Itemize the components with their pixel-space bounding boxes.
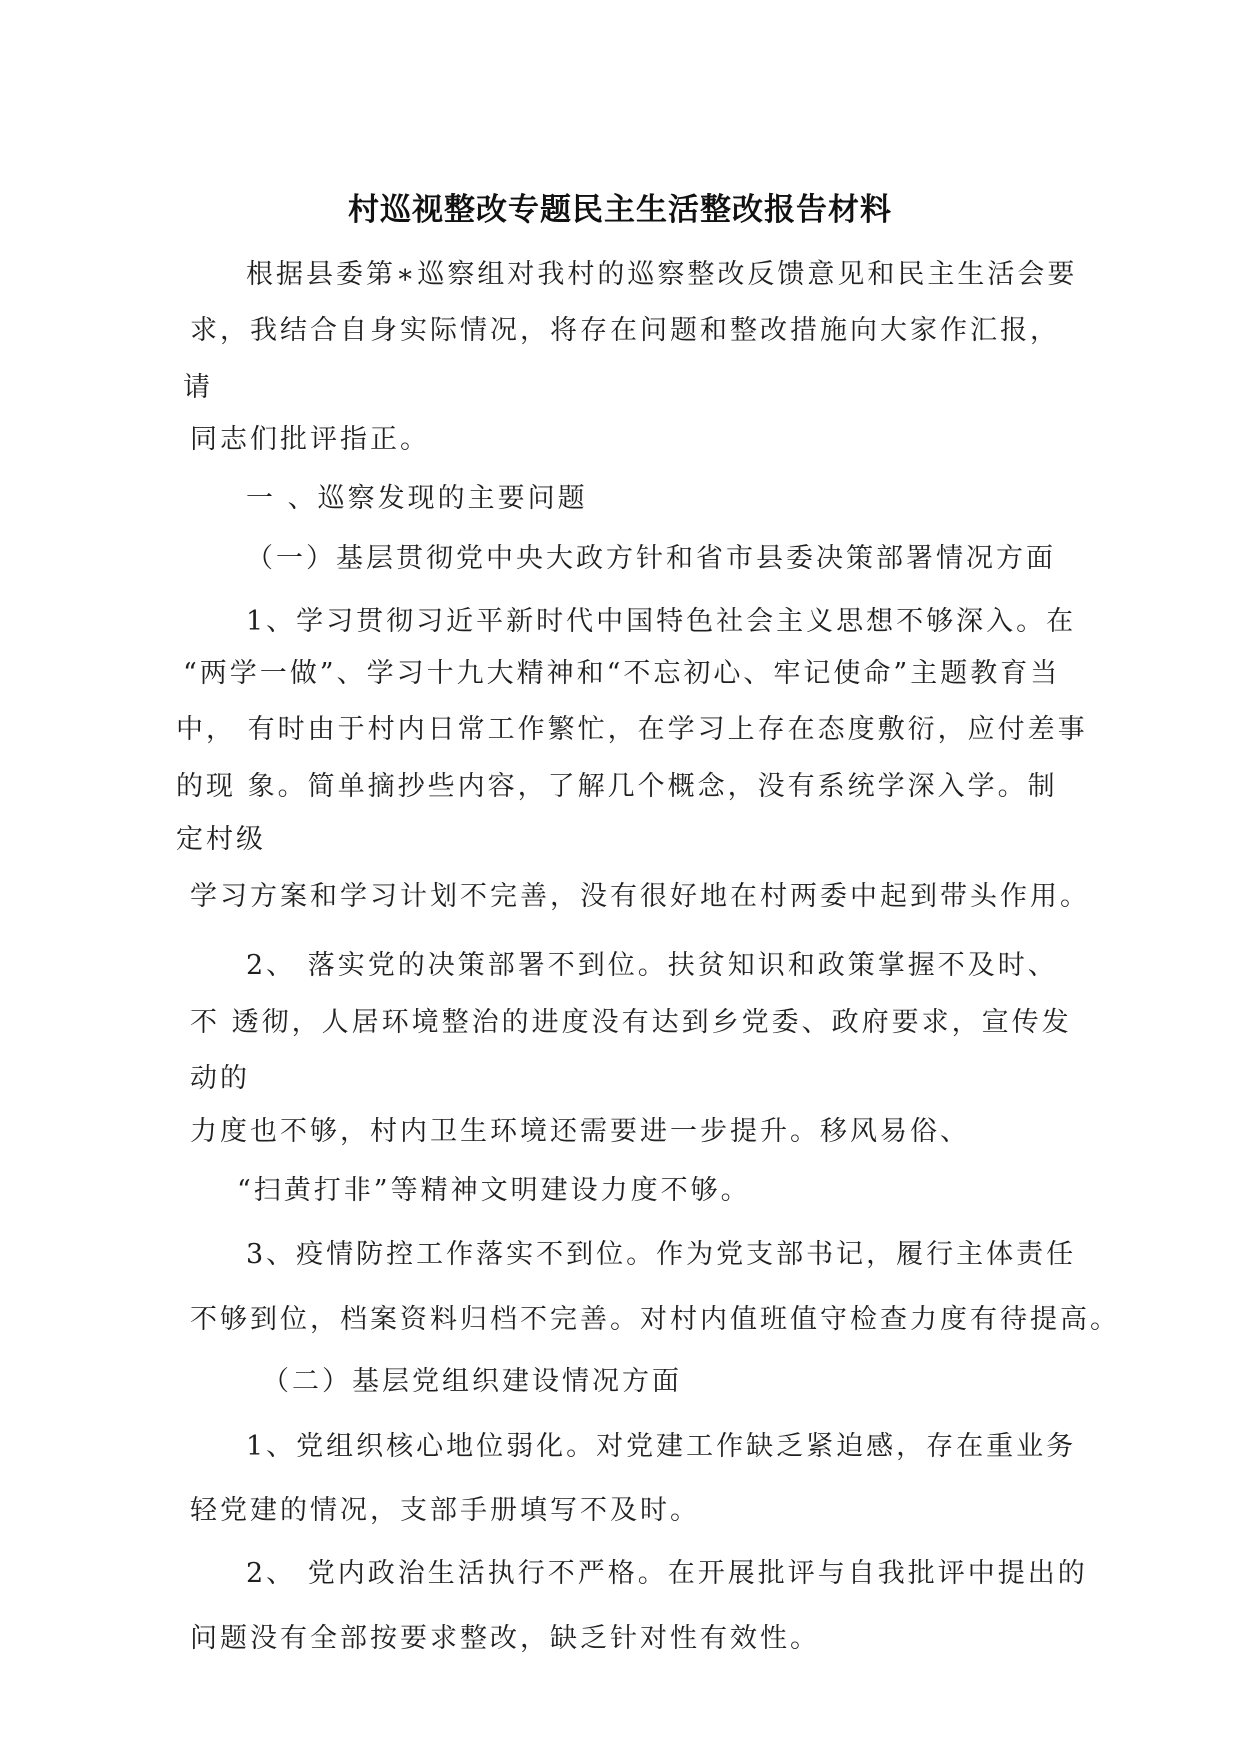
paragraph-line: 轻党建的情况，支部手册填写不及时。 [190,1495,700,1526]
paragraph-line: 不 透彻，人居环境整治的进度没有达到乡党委、政府要求，宣传发 [190,1007,1072,1038]
paragraph-line: 1、党组织核心地位弱化。对党建工作缺乏紧迫感，存在重业务 [246,1431,1077,1462]
paragraph-line: 学习方案和学习计划不完善，没有很好地在村两委中起到带头作用。 [190,881,1090,912]
paragraph-line: 中， 有时由于村内日常工作繁忙，在学习上存在态度敷衍，应付差事 [176,714,1088,745]
paragraph-line: 根据县委第∗巡察组对我村的巡察整改反馈意见和民主生活会要 [246,259,1078,290]
paragraph-line: 力度也不够，村内卫生环境还需要进一步提升。移风易俗、 [190,1116,970,1147]
paragraph-line: 1、学习贯彻习近平新时代中国特色社会主义思想不够深入。在 [246,606,1077,637]
paragraph-line: 不够到位，档案资料归档不完善。对村内值班值守检查力度有待提高。 [190,1304,1120,1335]
paragraph-line: “两学一做”、学习十九大精神和“不忘初心、牢记使命”主题教育当 [183,658,1061,689]
paragraph-line: 动的 [190,1063,250,1094]
paragraph-line: 定村级 [176,824,266,855]
paragraph-line: 问题没有全部按要求整改，缺乏针对性有效性。 [190,1623,820,1654]
paragraph-line: 的现 象。简单摘抄些内容，了解几个概念，没有系统学深入学。制 [176,771,1058,802]
paragraph-line: 请 [183,372,213,403]
document-title: 村巡视整改专题民主生活整改报告材料 [348,192,892,228]
paragraph-line: 2、 党内政治生活执行不严格。在开展批评与自我批评中提出的 [246,1558,1088,1589]
paragraph-line: 求，我结合自身实际情况，将存在问题和整改措施向大家作汇报， [190,315,1060,346]
paragraph-line: 3、疫情防控工作落实不到位。作为党支部书记，履行主体责任 [246,1239,1077,1270]
section-heading: 一 、巡察发现的主要问题 [246,483,588,514]
paragraph-line: 同志们批评指正。 [190,424,430,455]
paragraph-line: “扫黄打非”等精神文明建设力度不够。 [237,1175,751,1206]
subsection-heading: （一）基层贯彻党中央大政方针和省市县委决策部署情况方面 [246,543,1056,574]
paragraph-line: 2、 落实党的决策部署不到位。扶贫知识和政策掌握不及时、 [246,950,1058,981]
subsection-heading: （二）基层党组织建设情况方面 [262,1366,682,1397]
